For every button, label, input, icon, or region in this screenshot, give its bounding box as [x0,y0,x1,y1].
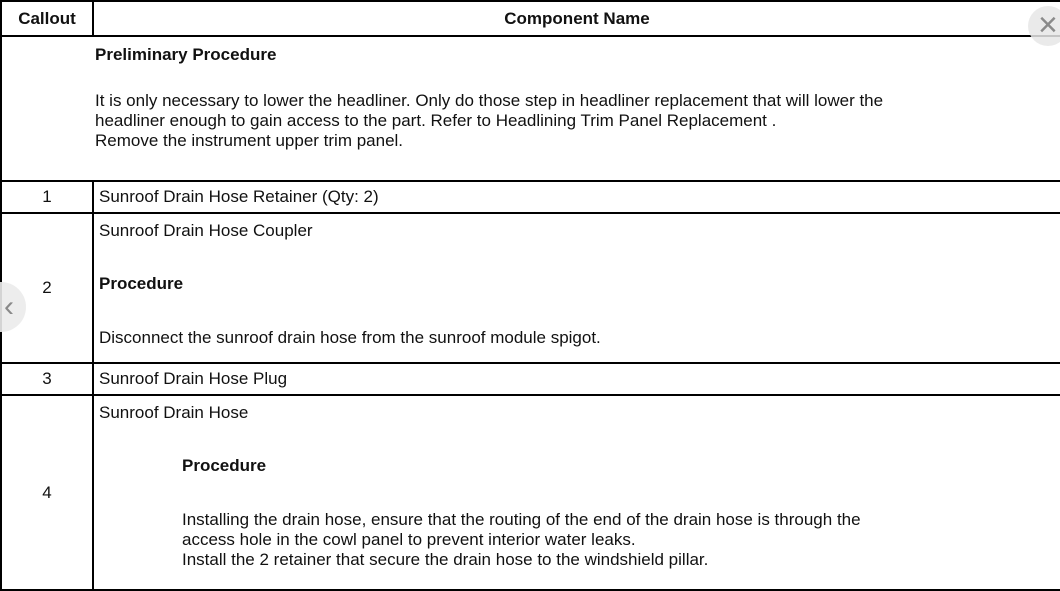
procedure-text [99,510,1056,570]
preliminary-line: It is only necessary to lower the headliner. Only do those step in headliner replacement that will lower the [95,91,884,110]
header-row [1,1,1060,36]
header-component-name: Component Name [93,1,1060,36]
table-row [1,181,1060,213]
close-icon[interactable]: × [1028,6,1060,46]
preliminary-cell [1,36,1060,181]
header-callout: Callout [1,1,93,36]
component-name: Sunroof Drain Hose Coupler [99,221,313,240]
table-row [1,363,1060,395]
preliminary-text [95,91,1056,151]
procedure-step: Installing the drain hose, ensure that the routing of the end of the drain hose is through the [182,510,861,529]
preliminary-line: headliner enough to gain access to the part. Refer to Headlining Trim Panel Replacement . [95,111,777,130]
callout-number: 3 [1,363,93,395]
callout-number: 1 [1,181,93,213]
component-name: Sunroof Drain Hose Retainer (Qty: 2) [93,181,1060,213]
procedure-step: Install the 2 retainer that secure the drain hose to the windshield pillar. [182,550,709,569]
preliminary-row [1,36,1060,181]
table-row [1,213,1060,363]
callout-number: 4 [1,395,93,590]
component-cell [93,395,1060,590]
component-name: Sunroof Drain Hose [99,403,249,422]
component-name: Sunroof Drain Hose Plug [93,363,1060,395]
chevron-left-icon[interactable]: ‹ [0,282,26,332]
component-cell [93,213,1060,363]
procedure-step: access hole in the cowl panel to prevent interior water leaks. [182,530,636,549]
preliminary-title: Preliminary Procedure [95,45,277,64]
table-row [1,395,1060,590]
procedure-label: Procedure [182,456,267,475]
callout-number: 2 [1,213,93,363]
procedure-label: Procedure [99,274,184,293]
preliminary-line: Remove the instrument upper trim panel. [95,131,404,150]
procedure-step: Disconnect the sunroof drain hose from the sunroof module spigot. [99,328,601,347]
